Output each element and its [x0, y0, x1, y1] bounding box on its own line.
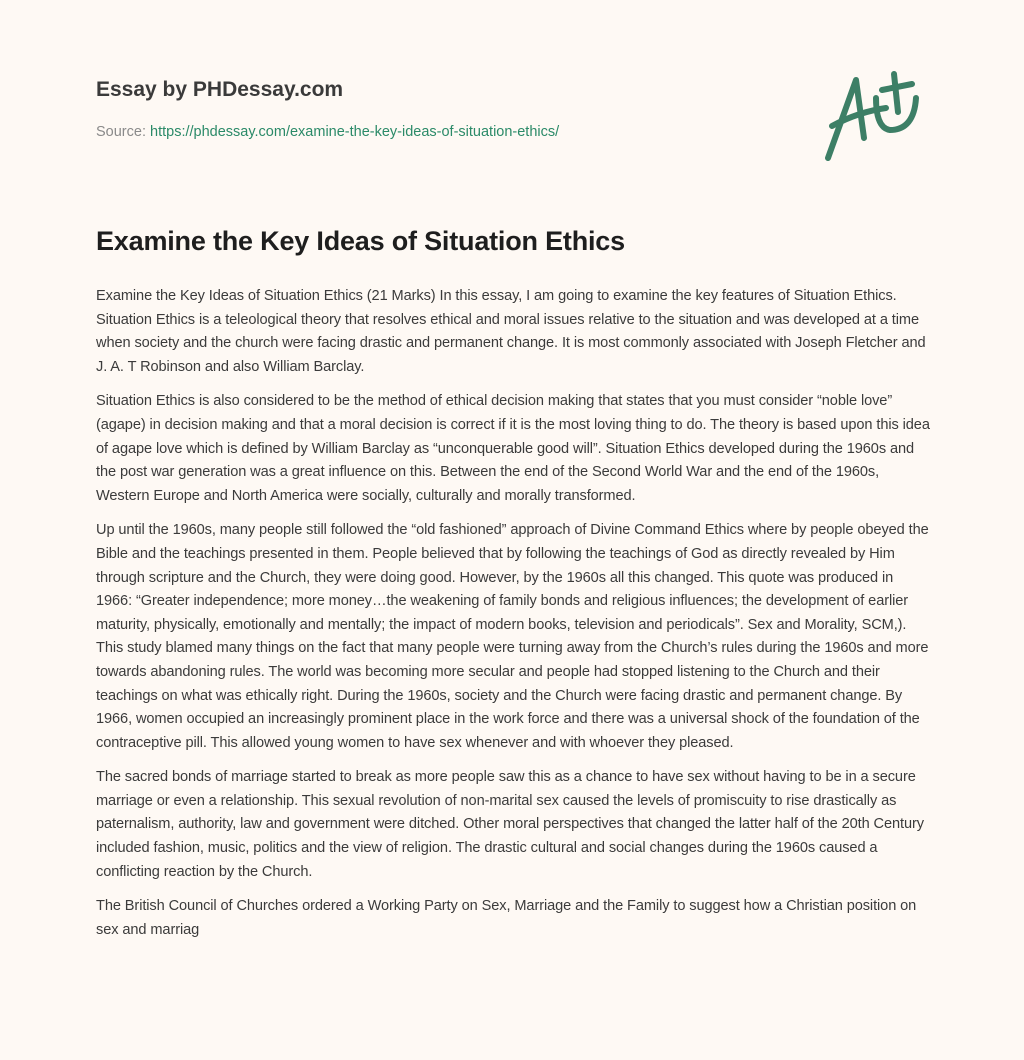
source-label: Source: [96, 124, 146, 140]
paragraph: The sacred bonds of marriage started to break as more people saw this as a chance to have sex without having to be in a secure marriage or even a relationship. This sexual revolution of non-marital sex caused the levels of promiscuity to rise drastically as paternalism, authority, law and government were ditched. Other moral perspectives that changed the latter half of the 20th Century included fashion, music, politics and the view of religion. The drastic cultural and social changes during the 1960s caused a conflicting reaction by the Church. [96, 769, 924, 880]
paragraph: Up until the 1960s, many people still followed the “old fashioned” approach of Divine Command Ethics where by people obeyed the Bible and the teachings presented in them. People believed that by following the teachings of God as directly revealed by Him through scripture and the Church, they were doing good. However, by the 1960s all this changed. This quote was produced in 1966: “Greater independence; more money…the weakening of family bonds and religious influences; the development of earlier maturity, physically, emotionally and mentally; the impact of modern books, television and periodicals”. Sex and Morality, SCM,). This study blamed many things on the fact that many people were turning away from the Church’s rules during the 1960s and more towards abandoning rules. The world was becoming more secular and people had stopped listening to the Church and their teachings on what was ethically right. During the 1960s, society and the Church were facing drastic and permanent change. By 1966, women occupied an increasingly prominent place in the work force and there was a universal shock of the foundation of the contraceptive pill. This allowed young women to have sex whenever and with whoever they pleased. [96, 522, 929, 751]
article-title: Examine the Key Ideas of Situation Ethics [96, 226, 625, 256]
paragraph: The British Council of Churches ordered a Working Party on Sex, Marriage and the Family to suggest how a Christian position on sex and marriag [96, 898, 917, 938]
source-line [96, 124, 559, 140]
source-link[interactable]: https://phdessay.com/examine-the-key-ideas-of-situation-ethics/ [150, 124, 560, 140]
a-plus-logo-icon [818, 68, 928, 168]
paragraph: Situation Ethics is also considered to be the method of ethical decision making that states that you must consider “noble love” (agape) in decision making and that a moral decision is correct if it is the most loving thing to do. The theory is based upon this idea of agape love which is defined by William Barclay as “unconquerable good will”. Situation Ethics developed during the 1960s and the post war generation was a great influence on this. Between the end of the Second World War and the end of the 1960s, Western Europe and North America were socially, culturally and morally transformed. [96, 393, 930, 504]
paragraph: Examine the Key Ideas of Situation Ethics (21 Marks) In this essay, I am going to examine the key features of Situation Ethics. Situation Ethics is a teleological theory that resolves ethical and moral issues relative to the situation and was developed at a time when society and the church were facing drastic and permanent change. It is most commonly associated with Joseph Fletcher and J. A. T Robinson and also William Barclay. [96, 288, 926, 375]
site-title: Essay by PHDessay.com [96, 78, 344, 101]
article-body [96, 285, 932, 953]
